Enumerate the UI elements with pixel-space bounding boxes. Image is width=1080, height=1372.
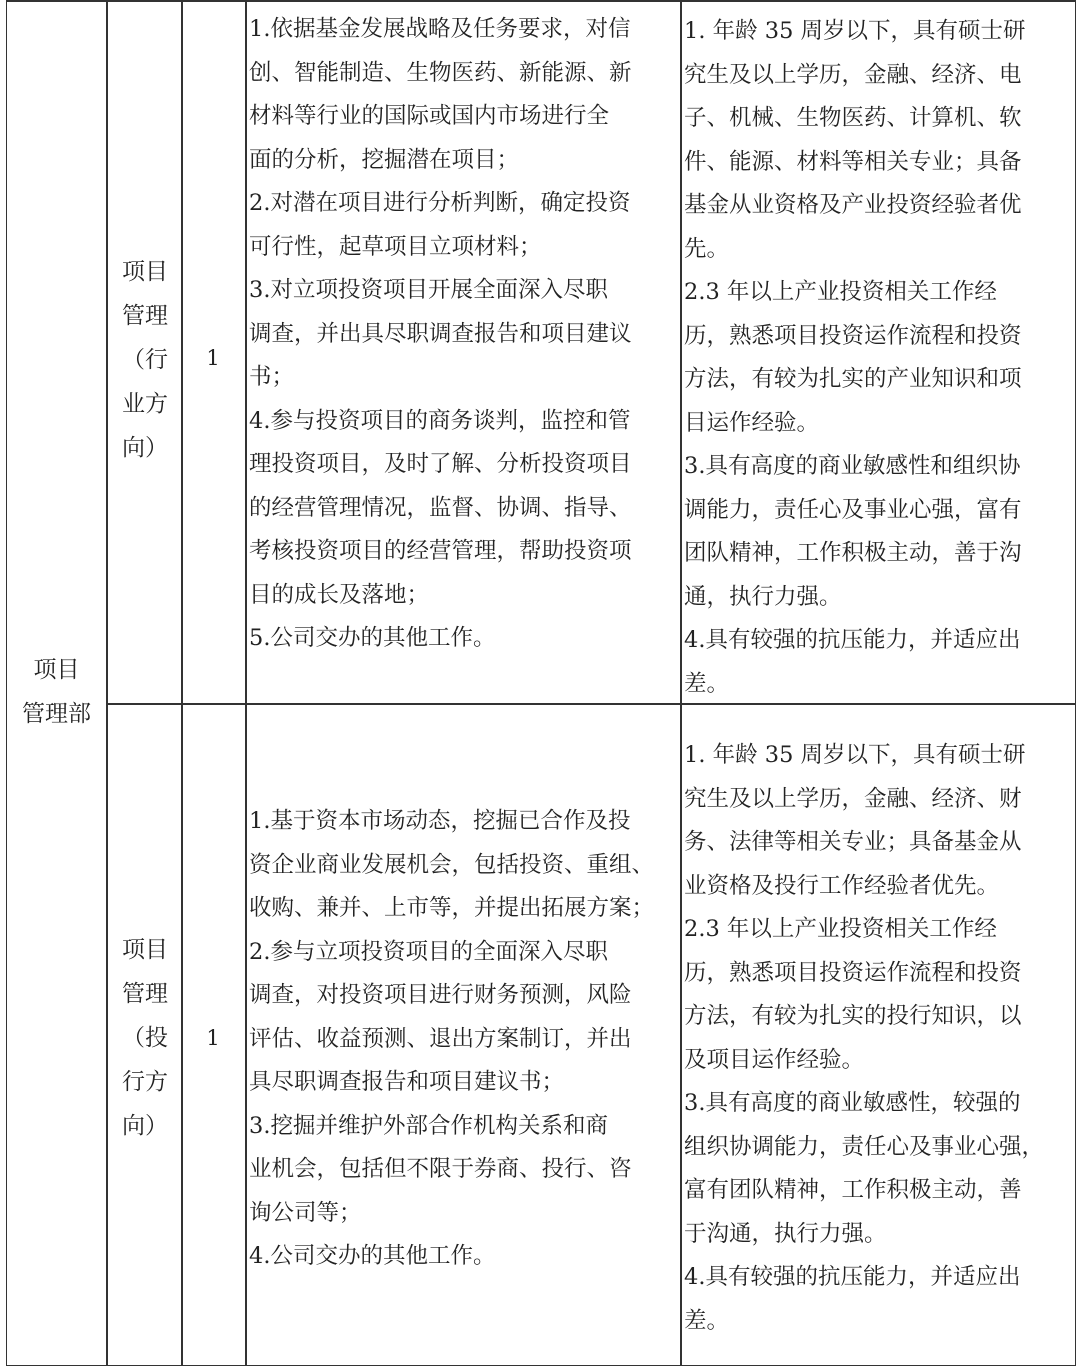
- role-line: 项目: [122, 259, 168, 285]
- requirement-line: 3.具有高度的商业敏感性，较强的: [684, 1090, 1021, 1116]
- duty-line: 具尽职调查报告和项目建议书；: [249, 1069, 565, 1095]
- requirement-line: 4.具有较强的抗压能力，并适应出: [684, 627, 1021, 653]
- duty-line: 创、智能制造、生物医药、新能源、新: [249, 59, 632, 86]
- duty-line: 理投资项目，及时了解、分析投资项目: [249, 451, 632, 477]
- duty-line: 面的分析，挖掘潜在项目；: [249, 146, 520, 173]
- duty-line: 收购、兼并、上市等，并提出拓展方案；: [249, 895, 655, 921]
- requirement-line: 1. 年龄 35 周岁以下，具有硕士研: [684, 18, 1026, 44]
- duty-line: 的经营管理情况，监督、协调、指导、: [249, 494, 632, 521]
- duty-line: 业机会，包括但不限于券商、投行、咨: [249, 1156, 632, 1182]
- duty-line: 3.挖掘并维护外部合作机构关系和商: [249, 1112, 608, 1139]
- duty-line: 材料等行业的国际或国内市场进行全: [249, 103, 610, 129]
- role-line: （投: [122, 1025, 168, 1051]
- duty-line: 调查，并出具尽职调查报告和项目建议: [249, 320, 632, 347]
- role-line: 管理: [122, 981, 168, 1007]
- requirement-line: 目运作经验。: [684, 409, 820, 436]
- duty-line: 1.依据基金发展战略及任务要求，对信: [249, 16, 631, 42]
- requirement-line: 组织协调能力，责任心及事业心强，: [684, 1133, 1045, 1160]
- requirement-line: 3.具有高度的商业敏感性和组织协: [684, 453, 1021, 479]
- requirement-line: 历，熟悉项目投资运作流程和投资: [684, 959, 1022, 986]
- role-line: 向）: [122, 435, 168, 461]
- requirement-line: 于沟通，执行力强。: [684, 1220, 887, 1247]
- duty-line: 5.公司交办的其他工作。: [249, 625, 496, 651]
- column-divider-duties: [680, 0, 682, 1366]
- duties-cell-industry: [249, 8, 679, 661]
- department-line-1: 项目: [33, 657, 80, 683]
- requirements-cell-investment-banking: [684, 734, 1076, 1343]
- requirement-line: 2.3 年以上产业投资相关工作经: [684, 916, 997, 942]
- role-cell-investment-banking: [109, 928, 181, 1148]
- duty-line: 资企业商业发展机会，包括投资、重组、: [249, 851, 655, 878]
- headcount-investment-banking: 1: [206, 1026, 220, 1050]
- duty-line: 考核投资项目的经营管理，帮助投资项: [249, 538, 632, 564]
- duty-line: 目的成长及落地；: [249, 581, 430, 608]
- duty-line: 1.基于资本市场动态，挖掘已合作及投: [249, 808, 631, 834]
- requirement-line: 团队精神，工作积极主动，善于沟: [684, 540, 1022, 566]
- role-line: 管理: [122, 303, 168, 329]
- duties-cell-investment-banking: [249, 800, 679, 1279]
- requirement-line: 先。: [684, 235, 730, 262]
- duty-line: 询公司等；: [249, 1199, 362, 1226]
- requirement-line: 4.具有较强的抗压能力，并适应出: [684, 1264, 1021, 1290]
- role-line: 行方: [122, 1069, 168, 1095]
- requirement-line: 及项目运作经验。: [684, 1046, 865, 1073]
- requirement-line: 究生及以上学历，金融、经济、电: [684, 61, 1022, 88]
- department-line-2: 管理部: [22, 701, 91, 727]
- requirement-line: 差。: [684, 670, 730, 697]
- requirement-line: 2.3 年以上产业投资相关工作经: [684, 279, 997, 305]
- role-line: 业方: [122, 391, 168, 417]
- role-cell-industry: [109, 250, 181, 470]
- requirement-line: 务、法律等相关专业；具备基金从: [684, 829, 1022, 855]
- duty-line: 3.对立项投资项目开展全面深入尽职: [249, 277, 608, 303]
- role-line: 向）: [122, 1113, 168, 1139]
- duty-line: 2.对潜在项目进行分析判断，确定投资: [249, 190, 631, 216]
- requirement-line: 方法，有较为扎实的产业知识和项: [684, 366, 1022, 392]
- requirement-line: 业资格及投行工作经验者优先。: [684, 872, 1000, 899]
- requirement-line: 差。: [684, 1307, 730, 1334]
- requirement-line: 究生及以上学历，金融、经济、财: [684, 785, 1022, 812]
- role-line: 项目: [122, 937, 168, 963]
- duty-line: 调查，对投资项目进行财务预测，风险: [249, 982, 632, 1008]
- requirements-cell-industry: [684, 10, 1076, 706]
- duty-line: 2.参与立项投资项目的全面深入尽职: [249, 938, 608, 965]
- duty-line: 4.公司交办的其他工作。: [249, 1243, 496, 1269]
- requirement-line: 通，执行力强。: [684, 583, 842, 610]
- requirement-line: 调能力，责任心及事业心强，富有: [684, 496, 1022, 523]
- column-divider-count: [245, 0, 247, 1366]
- requirement-line: 历，熟悉项目投资运作流程和投资: [684, 322, 1022, 349]
- requirement-line: 子、机械、生物医药、计算机、软: [684, 105, 1022, 131]
- column-divider-role: [181, 0, 183, 1366]
- headcount-industry: 1: [206, 346, 220, 370]
- requirement-line: 1. 年龄 35 周岁以下，具有硕士研: [684, 742, 1026, 768]
- duty-line: 可行性，起草项目立项材料；: [249, 233, 542, 260]
- role-line: （行: [122, 347, 168, 373]
- requirement-line: 方法，有较为扎实的投行知识，以: [684, 1003, 1022, 1029]
- duty-line: 4.参与投资项目的商务谈判，监控和管: [249, 407, 631, 434]
- duty-line: 评估、收益预测、退出方案制订，并出: [249, 1025, 632, 1052]
- requirement-line: 富有团队精神，工作积极主动，善: [684, 1177, 1022, 1203]
- requirement-line: 基金从业资格及产业投资经验者优: [684, 192, 1022, 218]
- requirement-line: 件、能源、材料等相关专业；具备: [684, 148, 1022, 175]
- department-cell: [6, 648, 107, 736]
- duty-line: 书；: [249, 364, 295, 390]
- top-border: [6, 0, 1076, 2]
